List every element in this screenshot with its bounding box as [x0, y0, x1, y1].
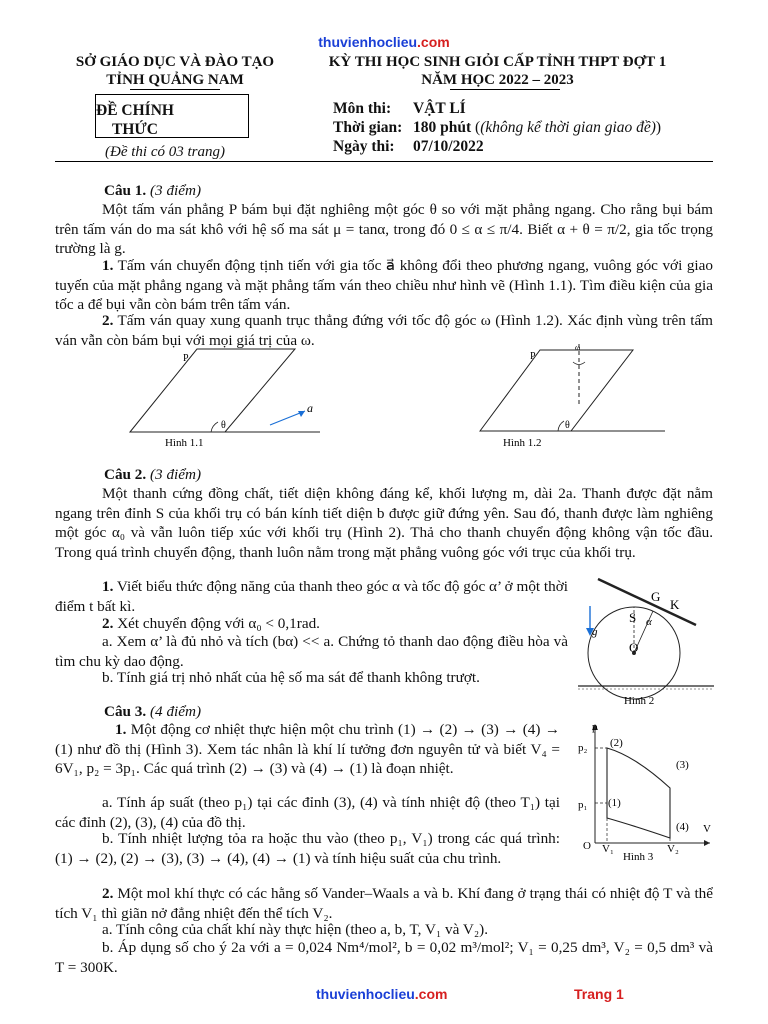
q2-heading: Câu 2. (3 điểm) — [104, 466, 202, 483]
q3-heading: Câu 3. (4 điểm) — [104, 703, 202, 720]
fig-3-caption: Hình 3 — [623, 851, 654, 863]
figure-2 — [576, 573, 716, 708]
q1-intro: Một tấm ván phẳng P bám bụi đặt nghiêng một góc θ so với mặt phẳng ngang. Cho rằng bụi bám trên tấm ván do ma sát khô với hệ số ma sát μ = tanα, trong đó 0 ≤ α ≤ π/4. Biết α + θ = π/2, gia tốc trọng trường là g. — [55, 201, 713, 257]
fig-3-label-4: (4) — [676, 821, 689, 833]
pages-note: (Đề thi có 03 trang) — [105, 144, 225, 160]
figure-3 — [575, 718, 715, 866]
fig2-label-theta: θ — [565, 420, 570, 431]
fig-2-alpha: α — [646, 616, 652, 628]
time-note: (không kể thời gian giao đề) — [480, 119, 656, 136]
q3-part2: 2. Một mol khí thực có các hằng số Vander–Waals a và b. Khí đang ở trạng thái có nhiệt độ T và thể tích V₁ thì giãn nở đẳng nhiệt đến thể tích V₂. — [55, 885, 713, 922]
q3-part1: 1. Một động cơ nhiệt thực hiện một chu trình (1) → (2) → (3) → (4) → (1) như đồ thị (Hình 3). Xem tác nhân là khí lí tưởng đơn nguyên tử và biết V₄ = 6V₁, p₂ = 3p₁. Các quá trình (2) → (3) và (4) → (1) là đoạn nhiệt. — [55, 721, 561, 777]
q2-intro: Một thanh cứng đồng chất, tiết diện không đáng kể, khối lượng m, dài 2a. Thanh được đặt nằm ngang trên đỉnh S của khối trụ có bán kính tiết diện b được giữ đứng yên. Sau đó, thanh được làm nghiêng một góc α₀ và vẫn luôn tiếp xúc với khối trụ (Hình 2). Thả cho thanh chuyển động không vận tốc đầu. Trong quá trình chuyển động, thanh luôn nằm trong mặt phẳng vuông góc với trục của khối trụ. — [55, 485, 713, 561]
fig1-label-a: a⃗ — [307, 401, 323, 415]
official-stamp-text: ĐỀ CHÍNH THỨC — [96, 102, 174, 138]
site-watermark-bottom: thuvienhoclieu.com — [316, 986, 448, 1002]
fig-3-p2: p₂ — [578, 742, 588, 754]
header-org: SỞ GIÁO DỤC VÀ ĐÀO TẠO TỈNH QUẢNG NAM — [75, 54, 275, 88]
fig-3-V: V — [703, 823, 711, 835]
fig-2-g: g⃗ — [592, 626, 607, 638]
page-number: Trang 1 — [574, 986, 624, 1002]
q3-part2b: b. Áp dụng số cho ý 2a với a = 0,024 Nm⁴/mol², b = 0,02 m³/mol²; V₁ = 0,25 dm³, V₂ = 0,5 dm³ và T = 300K. — [55, 939, 713, 976]
q1-part1: 1. Tấm ván chuyển động tịnh tiến với gia tốc a⃗ không đổi theo phương ngang, vuông góc với giao tuyến của mặt phẳng ngang và mặt phẳng tấm ván theo chiều như hình vẽ (Hình 1.1). Tìm điều kiện của gia tốc a để bụi vẫn còn bám trên tấm ván. — [55, 257, 713, 313]
fig-3-label-3: (3) — [676, 759, 689, 771]
q1-part2: 2. Tấm ván quay xung quanh trục thẳng đứng với tốc độ góc ω (Hình 1.2). Xác định vùng trên tấm ván vẫn còn bám bụi với mọi giá trị của ω. — [55, 312, 713, 349]
figure-1-1 — [125, 345, 325, 451]
header-exam-underline — [450, 89, 560, 90]
fig-3-label-1: (1) — [608, 797, 621, 809]
fig-3-V1: V₁ — [602, 843, 614, 855]
fig-3-V2: V₂ — [667, 843, 679, 855]
fig-2-caption: Hình 2 — [624, 695, 655, 707]
q3-part1a: a. Tính áp suất (theo p₁) tại các đỉnh (3), (4) và tính nhiệt độ (theo T₁) tại các đỉnh (2), (3), (4) của đồ thị. — [55, 794, 560, 831]
q2-part2a: a. Xem α’ là đủ nhỏ và tích (bα) << a. Chứng tỏ thanh dao động điều hòa và tìm chu kỳ dao động. — [55, 633, 568, 670]
fig-2-K: K — [670, 597, 680, 612]
fig1-caption: Hình 1.1 — [165, 437, 204, 449]
q1-heading: Câu 1. (3 điểm) — [104, 182, 202, 199]
site-watermark-top: thuvienhoclieu.com — [318, 34, 450, 50]
fig-3-p: p — [592, 721, 598, 733]
fig2-label-omega: ω — [575, 343, 581, 352]
q2-part1: 1. Viết biểu thức động năng của thanh theo góc α và tốc độ góc α’ ở một thời điểm t bất kì. — [55, 578, 568, 615]
fig1-label-theta: θ — [221, 420, 226, 431]
fig-3-p1: p₁ — [578, 799, 588, 811]
fig1-label-P: P — [183, 353, 189, 364]
exam-info: Môn thi: VẬT LÍ Thời gian: 180 phút ((không kể thời gian giao đề)) Ngày thi: 07/10/2022 — [333, 100, 662, 155]
fig-2-O: O — [629, 640, 639, 655]
fig-2-G: G — [651, 589, 661, 604]
fig-3-O: O — [583, 840, 591, 852]
header-exam: KỲ THI HỌC SINH GIỎI CẤP TỈNH THPT ĐỢT 1 NĂM HỌC 2022 – 2023 — [328, 54, 667, 88]
fig2-caption: Hình 1.2 — [503, 437, 542, 449]
q3-part1b: b. Tính nhiệt lượng tỏa ra hoặc thu vào (theo p₁, V₁) trong các quá trình: (1) → (2), (2) → (3), (3) → (4), (4) → (1) và tính hiệu suất của chu trình. — [55, 830, 560, 867]
header-divider — [55, 161, 713, 162]
q3-part2a: a. Tính công của chất khí này thực hiện (theo a, b, T, V₁ và V₂). — [102, 921, 489, 938]
q2-part2b: b. Tính giá trị nhỏ nhất của hệ số ma sát để thanh không trượt. — [102, 669, 480, 686]
figure-1-2 — [475, 342, 675, 450]
q2-part2: 2. Xét chuyển động với α₀ < 0,1rad. — [102, 615, 320, 632]
header-org-underline — [130, 89, 220, 90]
fig-3-label-2: (2) — [610, 737, 623, 749]
fig-2-S: S — [629, 610, 637, 625]
fig2-label-P: P — [530, 351, 536, 362]
